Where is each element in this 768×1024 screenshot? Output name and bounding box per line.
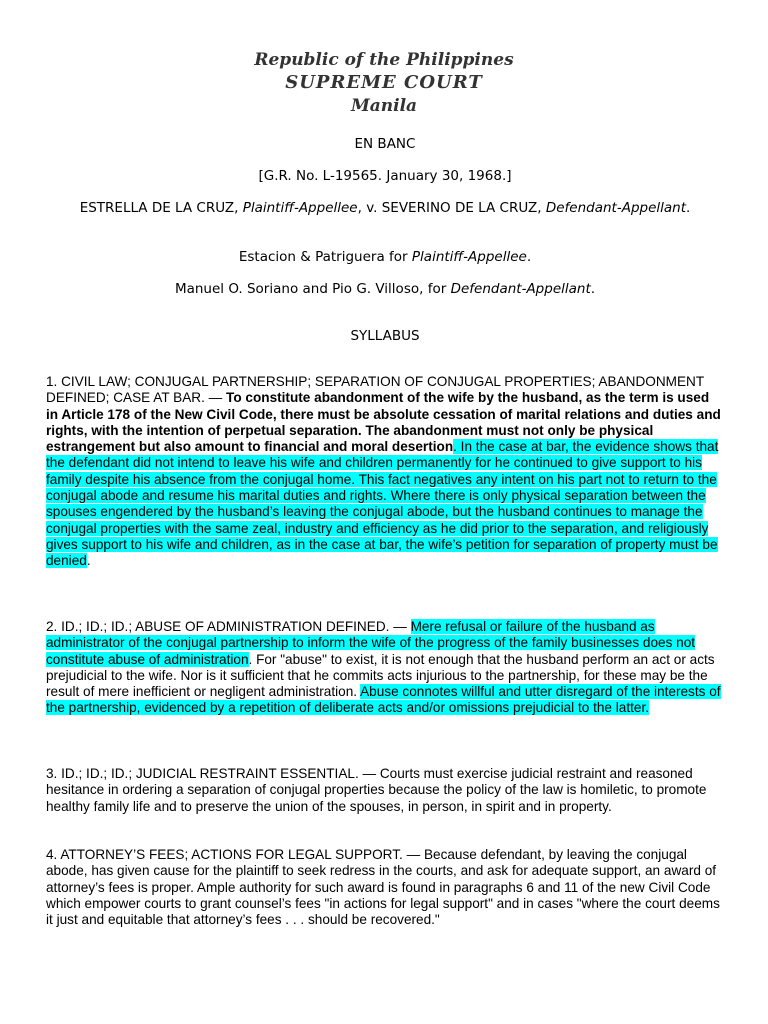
letterhead-manila: Manila	[350, 96, 418, 116]
case-parties	[40, 200, 730, 216]
p2-highlighted-text-1: Mere refusal or failure of the husband as administrator of the conjugal partnership to inform the wife of the progress of the family businesses does not constitute abuse of administration	[46, 619, 696, 667]
counsel-plaintiff-names: Estacion & Patriguera for	[238, 249, 408, 265]
letterhead-republic: Republic of the Philippines	[254, 50, 514, 70]
p1-heading: 1. CIVIL LAW; CONJUGAL PARTNERSHIP; SEPARATION OF CONJUGAL PROPERTIES; ABANDONMENT DEFINED; CASE AT BAR. —	[46, 374, 704, 406]
p2-highlighted-text-2: Abuse connotes willful and utter disregard of the interests of the partnership, evidenced by a repetition of deliberate acts and/or omissions prejudicial to the latter.	[46, 684, 721, 716]
counsel-defendant-role: Defendant-Appellant	[450, 281, 591, 297]
counsel-defendant-end: .	[590, 281, 596, 297]
syllabus-paragraph-3: 3. ID.; ID.; ID.; JUDICIAL RESTRAINT ESSENTIAL. — Courts must exercise judicial restraint and reasoned hesitance in ordering a separation of conjugal properties because the policy of the law is homiletic, to promote healthy family life and to preserve the union of the spouses, in person, in spirit and in property.	[46, 766, 707, 814]
counsel-defendant-names: Manuel O. Soriano and Pio G. Villoso, for	[174, 281, 447, 297]
defendant-role: Defendant-Appellant	[545, 200, 687, 216]
en-banc-heading: EN BANC	[354, 136, 416, 152]
p2-middle-text: . For "abuse" to exist, it is not enough that the husband perform an act or acts prejudicial to the wife. Nor is it sufficient that he commits acts injurious to the partnership, for these may be the result of mere inefficient or negligent administration.	[46, 651, 715, 700]
p1-bold-text: To constitute abandonment of the wife by the husband, as the term is used in Article 178 of the New Civil Code, there must be absolute cessation of marital relations and duties and rights, with the intention of perpetual separation. The abandonment must not only be physical estrangement but also amount to financial and moral desertion	[46, 390, 721, 455]
plaintiff-role: Plaintiff-Appellee	[242, 200, 358, 216]
p2-heading: 2. ID.; ID.; ID.; ABUSE OF ADMINISTRATION DEFINED. —	[46, 619, 411, 634]
p1-highlighted-text: . In the case at bar, the evidence shows that the defendant did not intend to leave his wife and children permanently for he continued to give support to his family despite his absence from the conjugal home. This fact negatives any intent on his part not to return to the conjugal abode and resume his marital duties and rights. Where there is only physical separation between the spouses engendered by the husband’s leaving the conjugal abode, but the husband continues to manage the conjugal properties with the same zeal, industry and efficiency as he did prior to the separation, and religiously gives support to his wife and children, as in the case at bar, the wife’s petition for separation of property must be denied	[46, 439, 719, 569]
plaintiff-name: ESTRELLA DE LA CRUZ,	[79, 200, 239, 216]
case-number: [G.R. No. L-19565. January 30, 1968.]	[258, 168, 512, 184]
p1-end: .	[86, 553, 91, 569]
syllabus-paragraph-1	[46, 374, 722, 570]
syllabus-heading: SYLLABUS	[350, 328, 420, 344]
counsel-plaintiff-role: Plaintiff-Appellee	[411, 249, 527, 265]
syllabus-paragraph-2	[46, 619, 722, 717]
counsel-plaintiff	[40, 249, 730, 265]
versus-defendant: , v. SEVERINO DE LA CRUZ,	[357, 200, 542, 216]
counsel-defendant	[40, 281, 730, 297]
syllabus-paragraph-4: 4. ATTORNEY’S FEES; ACTIONS FOR LEGAL SUPPORT. — Because defendant, by leaving the conjugal abode, has given cause for the plaintiff to seek redress in the courts, and ask for adequate support, an award of attorney’s fees is proper. Ample authority for such award is found in paragraphs 6 and 11 of the new Civil Code which empower courts to grant counsel’s fees "in actions for legal support" and in cases "where the court deems it just and equitable that attorney’s fees . . . should be recovered."	[46, 847, 720, 928]
parties-end: .	[686, 200, 691, 216]
letterhead-supreme-court: SUPREME COURT	[285, 72, 483, 93]
counsel-plaintiff-end: .	[526, 249, 532, 265]
